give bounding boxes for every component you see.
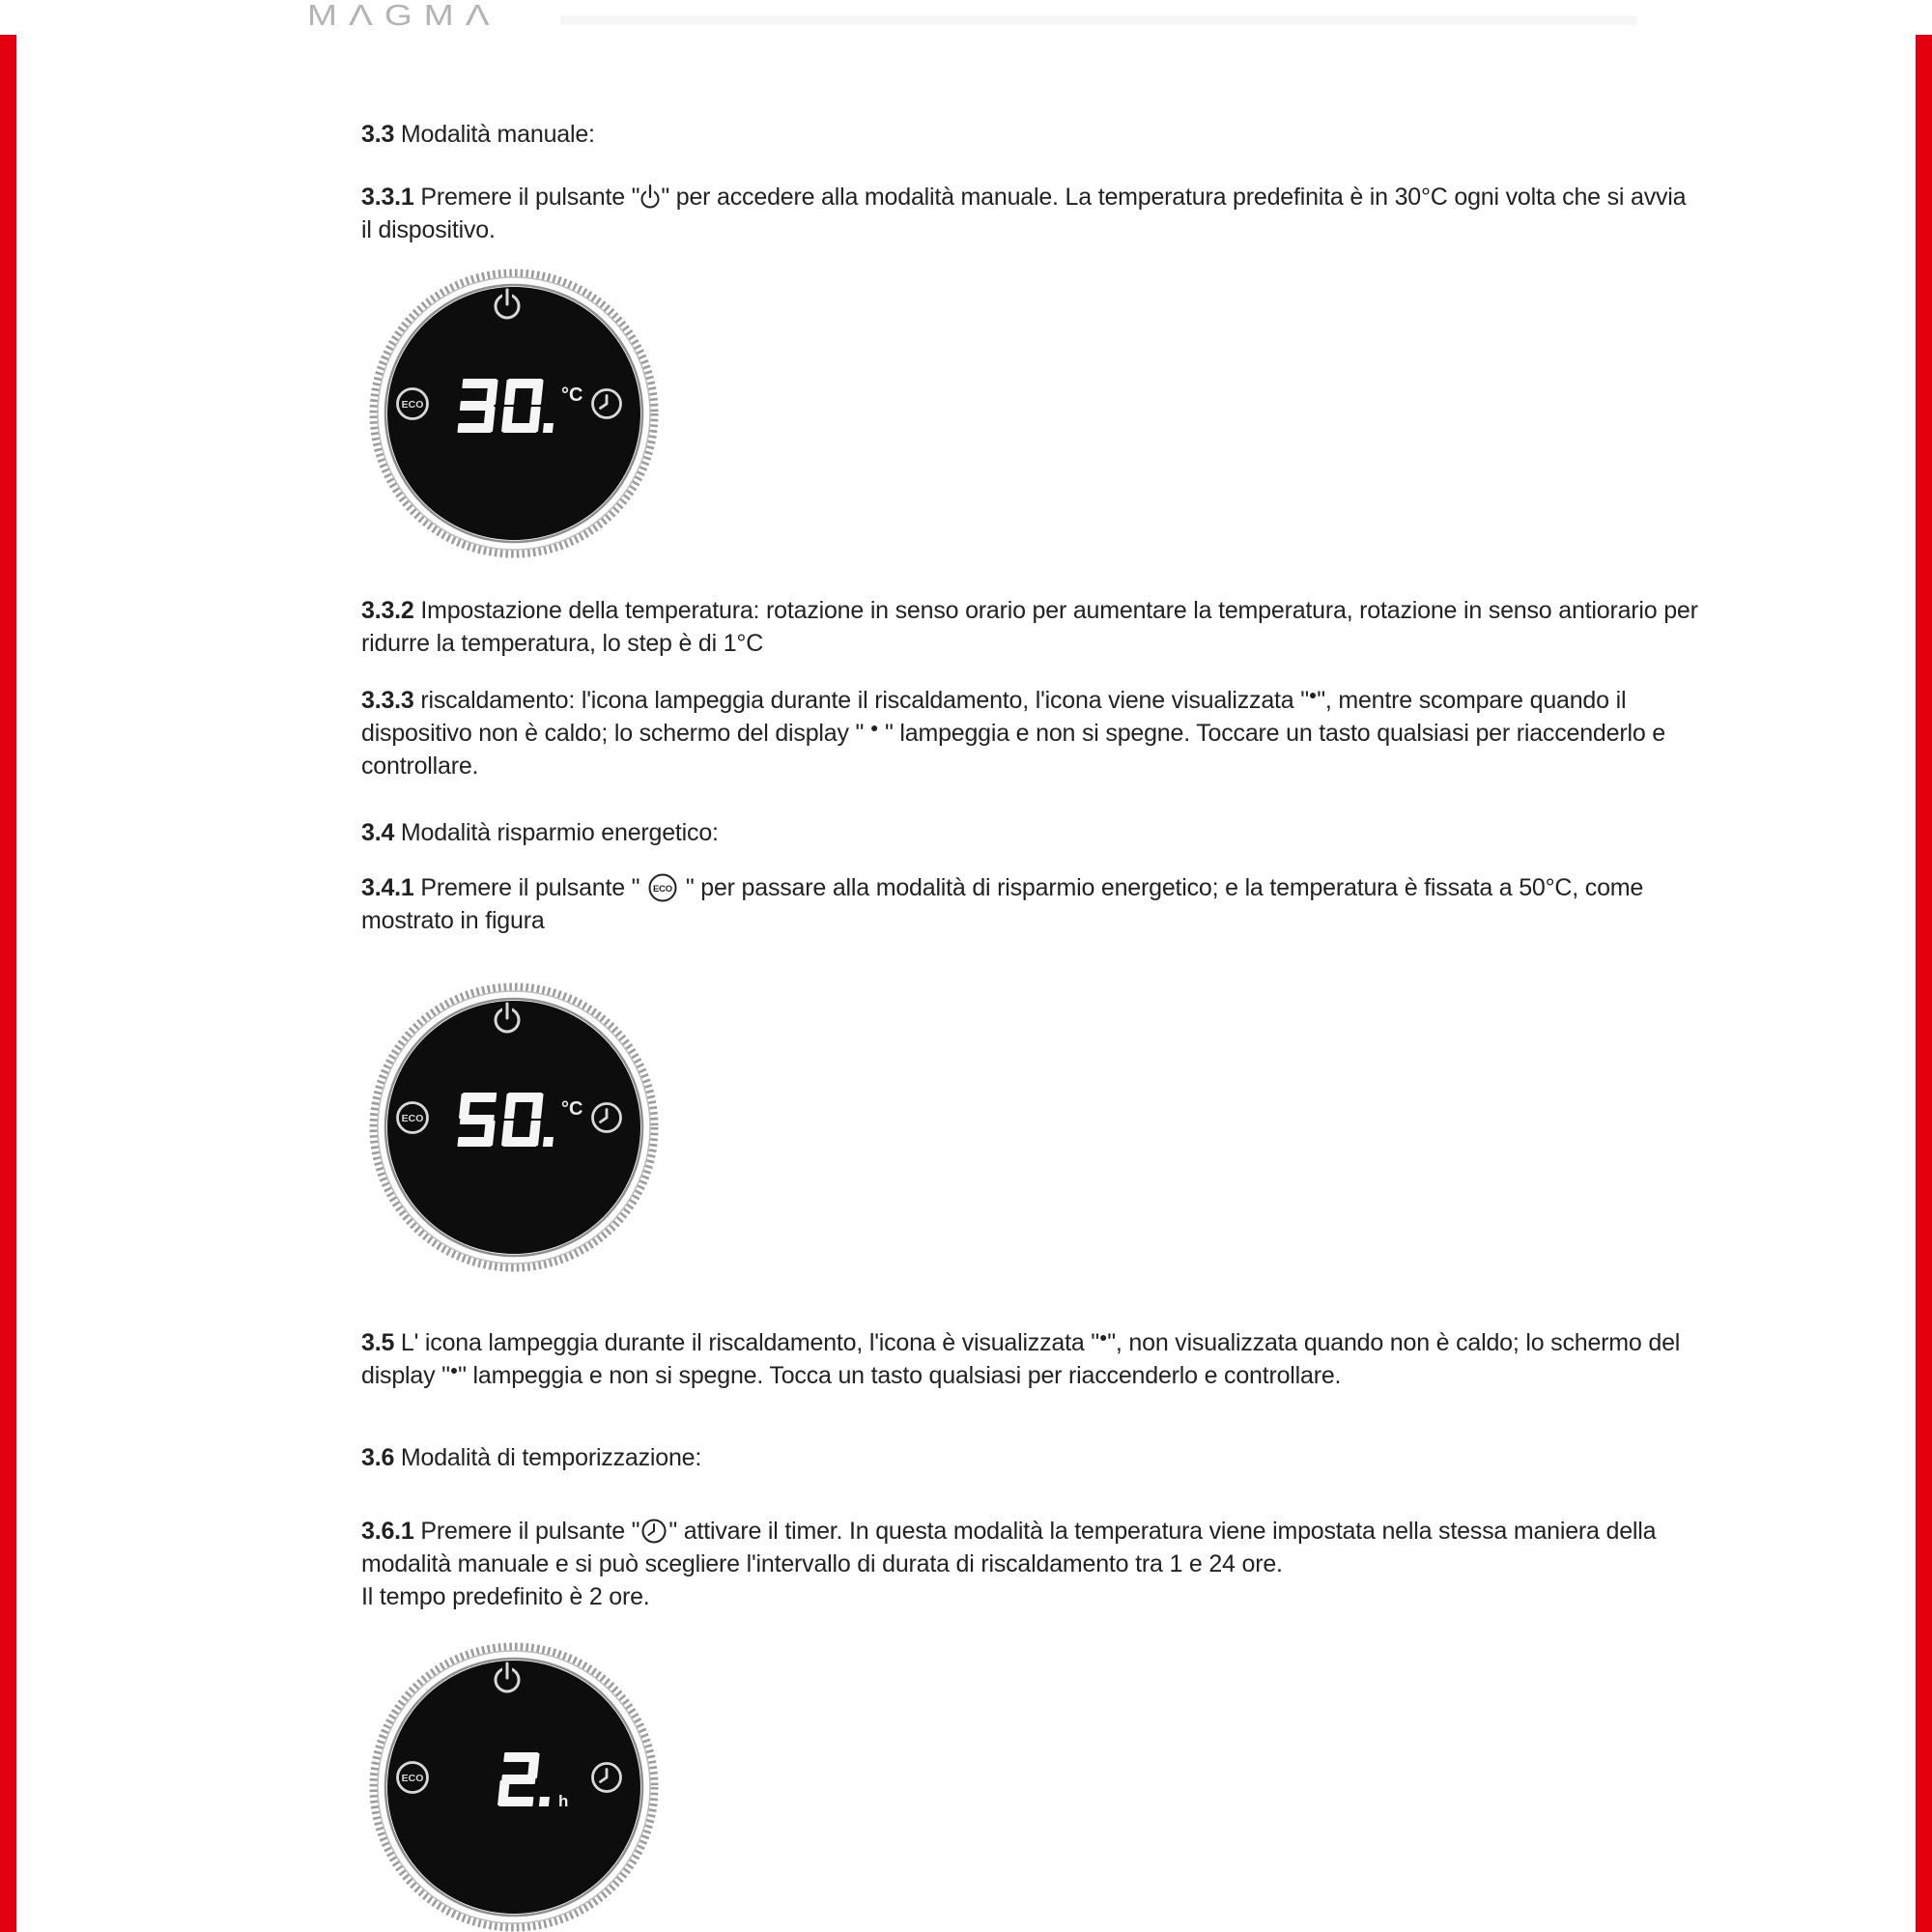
- section-number: 3.4.1: [361, 874, 414, 901]
- para-3-5: [361, 1326, 1932, 1392]
- dial-eco-50c: [369, 982, 659, 1272]
- text-run: mostrato in figura: [361, 907, 545, 934]
- display-unit: °C: [561, 1098, 583, 1120]
- text-run: dispositivo non è caldo; lo schermo del display ": [361, 720, 870, 747]
- text-run: Modalità di temporizzazione:: [394, 1444, 702, 1471]
- text-line: [361, 594, 1932, 627]
- text-run: L' icona lampeggia durante il riscaldamento, l'icona è visualizzata ": [394, 1329, 1099, 1356]
- text-line: display "●" lampeggia e non si spegne. Tocca un tasto qualsiasi per riaccenderlo e controllare.: [361, 1362, 1342, 1389]
- text-line: [361, 1441, 1932, 1474]
- text-run: Premere il pulsante ": [413, 1518, 640, 1545]
- svg-text:ECO: ECO: [401, 399, 424, 411]
- text-run: Modalità manuale:: [394, 121, 595, 148]
- section-number: 3.5: [361, 1329, 395, 1356]
- para-3-6-1: [361, 1515, 1932, 1613]
- text-line: 3.3.3 riscaldamento: l'icona lampeggia durante il riscaldamento, l'icona viene visualizzata "●", mentre scompare quando il: [361, 687, 1627, 714]
- text-run: Premere il pulsante ": [413, 184, 640, 211]
- text-run: ridurre la temperatura, lo step è di 1°C: [361, 630, 764, 657]
- text-line: dispositivo non è caldo; lo schermo del display " ● " lampeggia e non si spegne. Toccare un tasto qualsiasi per riaccenderlo e: [361, 720, 1665, 747]
- text-run: " lampeggia e non si spegne. Toccare un tasto qualsiasi per riaccenderlo e: [878, 720, 1665, 747]
- section-3-4: [361, 816, 1932, 849]
- left-red-edge-bar: [0, 35, 16, 1932]
- text-run: ", non visualizzata quando non è caldo; lo schermo del: [1107, 1329, 1681, 1356]
- para-3-3-2: [361, 594, 1932, 660]
- text-run: " lampeggia e non si spegne. Tocca un tasto qualsiasi per riaccenderlo e controllare.: [458, 1362, 1342, 1389]
- text-run: " attivare il timer. In questa modalità la temperatura viene impostata nella stessa maniera della: [668, 1518, 1657, 1545]
- section-number: 3.3.1: [361, 184, 414, 211]
- text-line: [361, 750, 1932, 782]
- para-3-3-3: [361, 684, 1932, 782]
- text-line: 3.5 L' icona lampeggia durante il riscaldamento, l'icona è visualizzata "●", non visualizzata quando non è caldo; lo schermo del: [361, 1329, 1681, 1356]
- section-number: 3.3: [361, 121, 395, 148]
- text-line: [361, 816, 1932, 849]
- text-run: display ": [361, 1362, 450, 1389]
- text-line: [361, 1548, 1932, 1580]
- text-run: riscaldamento: l'icona lampeggia durante il riscaldamento, l'icona viene visualizzata ": [413, 687, 1309, 714]
- text-run: Premere il pulsante ": [413, 874, 647, 901]
- eco-icon: [646, 871, 679, 904]
- header-divider-strip: [560, 15, 1637, 25]
- section-number: 3.3.3: [361, 687, 414, 714]
- para-3-4-1: [361, 871, 1932, 937]
- para-3-3-1: [361, 181, 1932, 246]
- dial-manual-30c: [369, 269, 659, 558]
- section-number: 3.4: [361, 819, 395, 846]
- text-run: Impostazione della temperatura: rotazione in senso orario per aumentare la temperatura, rotazione in senso antiorario per: [413, 597, 1698, 624]
- text-line: [361, 1515, 1932, 1548]
- display-unit: °C: [561, 384, 583, 406]
- text-line: [361, 181, 1932, 213]
- svg-text:ECO: ECO: [653, 884, 673, 895]
- svg-text:ECO: ECO: [401, 1773, 424, 1784]
- text-line: [361, 118, 1932, 151]
- section-number: 3.3.2: [361, 597, 414, 624]
- text-run: il dispositivo.: [361, 216, 496, 243]
- text-line: [361, 627, 1932, 660]
- text-line: [361, 1580, 1932, 1613]
- right-red-edge-bar: [1916, 35, 1932, 1932]
- dial-timer-2h: [369, 1642, 659, 1932]
- text-line: [361, 213, 1932, 246]
- text-run: " per passare alla modalità di risparmio energetico; e la temperatura è fissata a 50°C, come: [679, 874, 1644, 901]
- svg-text:ECO: ECO: [401, 1113, 424, 1124]
- text-run: Modalità risparmio energetico:: [394, 819, 719, 846]
- text-run: Il tempo predefinito è 2 ore.: [361, 1583, 650, 1610]
- text-line: [361, 871, 1932, 904]
- text-run: ", mentre scompare quando il: [1317, 687, 1627, 714]
- power-icon: [639, 181, 661, 210]
- clock-icon: [639, 1517, 668, 1546]
- section-number: 3.6: [361, 1444, 395, 1471]
- section-3-6: [361, 1441, 1932, 1474]
- text-run: modalità manuale e si può scegliere l'intervallo di durata di riscaldamento tra 1 e 24 ore.: [361, 1550, 1283, 1577]
- section-3-3: [361, 118, 1932, 151]
- section-number: 3.6.1: [361, 1518, 414, 1545]
- text-run: controllare.: [361, 753, 479, 780]
- text-run: " per accedere alla modalità manuale. La temperatura predefinita è in 30°C ogni volta che si avvia: [661, 184, 1687, 211]
- magma-logo: MΛGMΛ: [307, 0, 501, 32]
- text-line: [361, 904, 1932, 937]
- display-unit: h: [558, 1792, 569, 1810]
